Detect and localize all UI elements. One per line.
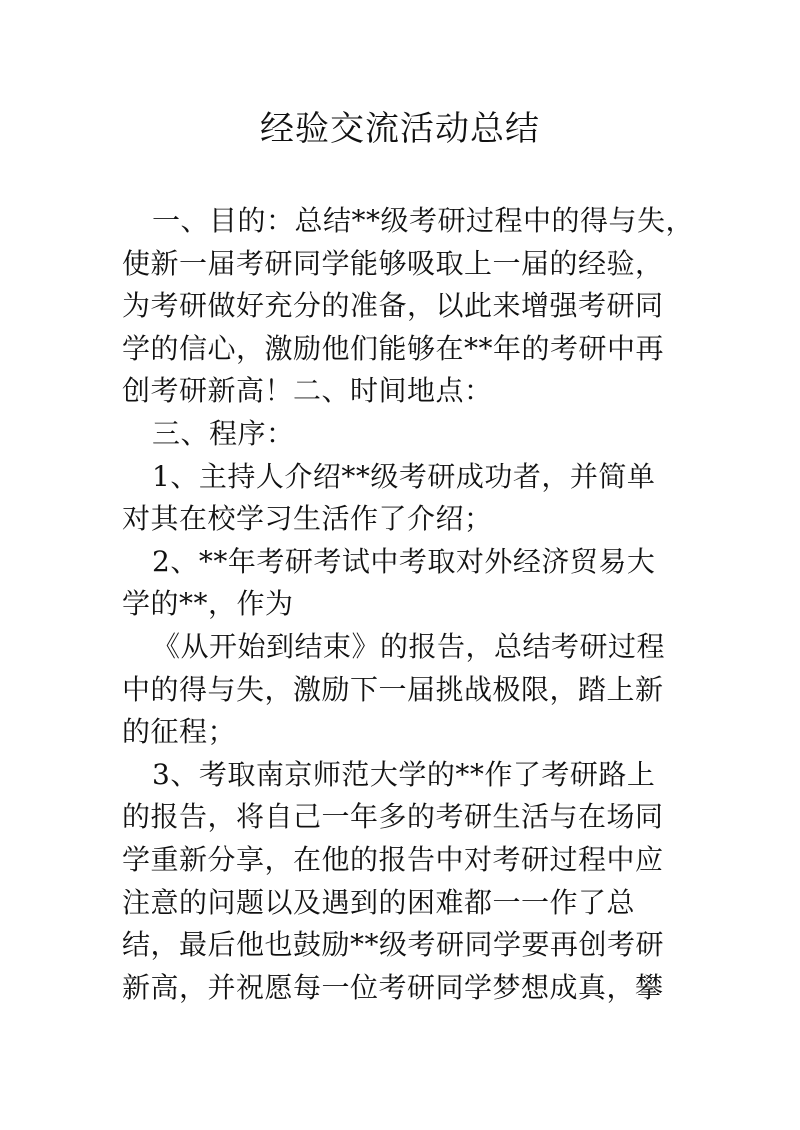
- document-title: 经验交流活动总结: [260, 109, 540, 149]
- text-line: 一、目的：总结**级考研过程中的得与失，: [152, 204, 695, 237]
- text-line: 中的得与失，激励下一届挑战极限，踏上新: [122, 672, 664, 706]
- text-line: 新高，并祝愿每一位考研同学梦想成真，攀: [122, 970, 664, 1004]
- text-line: 的征程；: [122, 715, 237, 749]
- text-line: 学的**，作为: [122, 587, 294, 621]
- text-line: 注意的问题以及遇到的困难都一一作了总: [122, 885, 636, 919]
- text-line: 学的信心，激励他们能够在**年的考研中再: [122, 331, 665, 365]
- document-body: [122, 200, 702, 1009]
- text-line: 创考研新高！二、时间地点：: [122, 374, 493, 408]
- text-line: 学重新分享，在他的报告中对考研过程中应: [122, 842, 664, 876]
- text-line: 3、考取南京师范大学的**作了考研路上: [152, 757, 656, 791]
- text-line: 三、程序：: [152, 416, 295, 450]
- text-line: 对其在校学习生活作了介绍；: [122, 502, 493, 536]
- text-line: 使新一届考研同学能够吸取上一届的经验，: [122, 246, 664, 280]
- text-line: 《从开始到结束》的报告，总结考研过程: [152, 629, 666, 663]
- text-line: 1、主持人介绍**级考研成功者，并简单: [152, 459, 656, 493]
- text-line: 的报告，将自己一年多的考研生活与在场同: [122, 800, 664, 834]
- text-line: 结，最后他也鼓励**级考研同学要再创考研: [122, 928, 665, 962]
- text-line: 2、**年考研考试中考取对外经济贸易大: [152, 544, 656, 578]
- text-line: 为考研做好充分的准备，以此来增强考研同: [122, 289, 664, 323]
